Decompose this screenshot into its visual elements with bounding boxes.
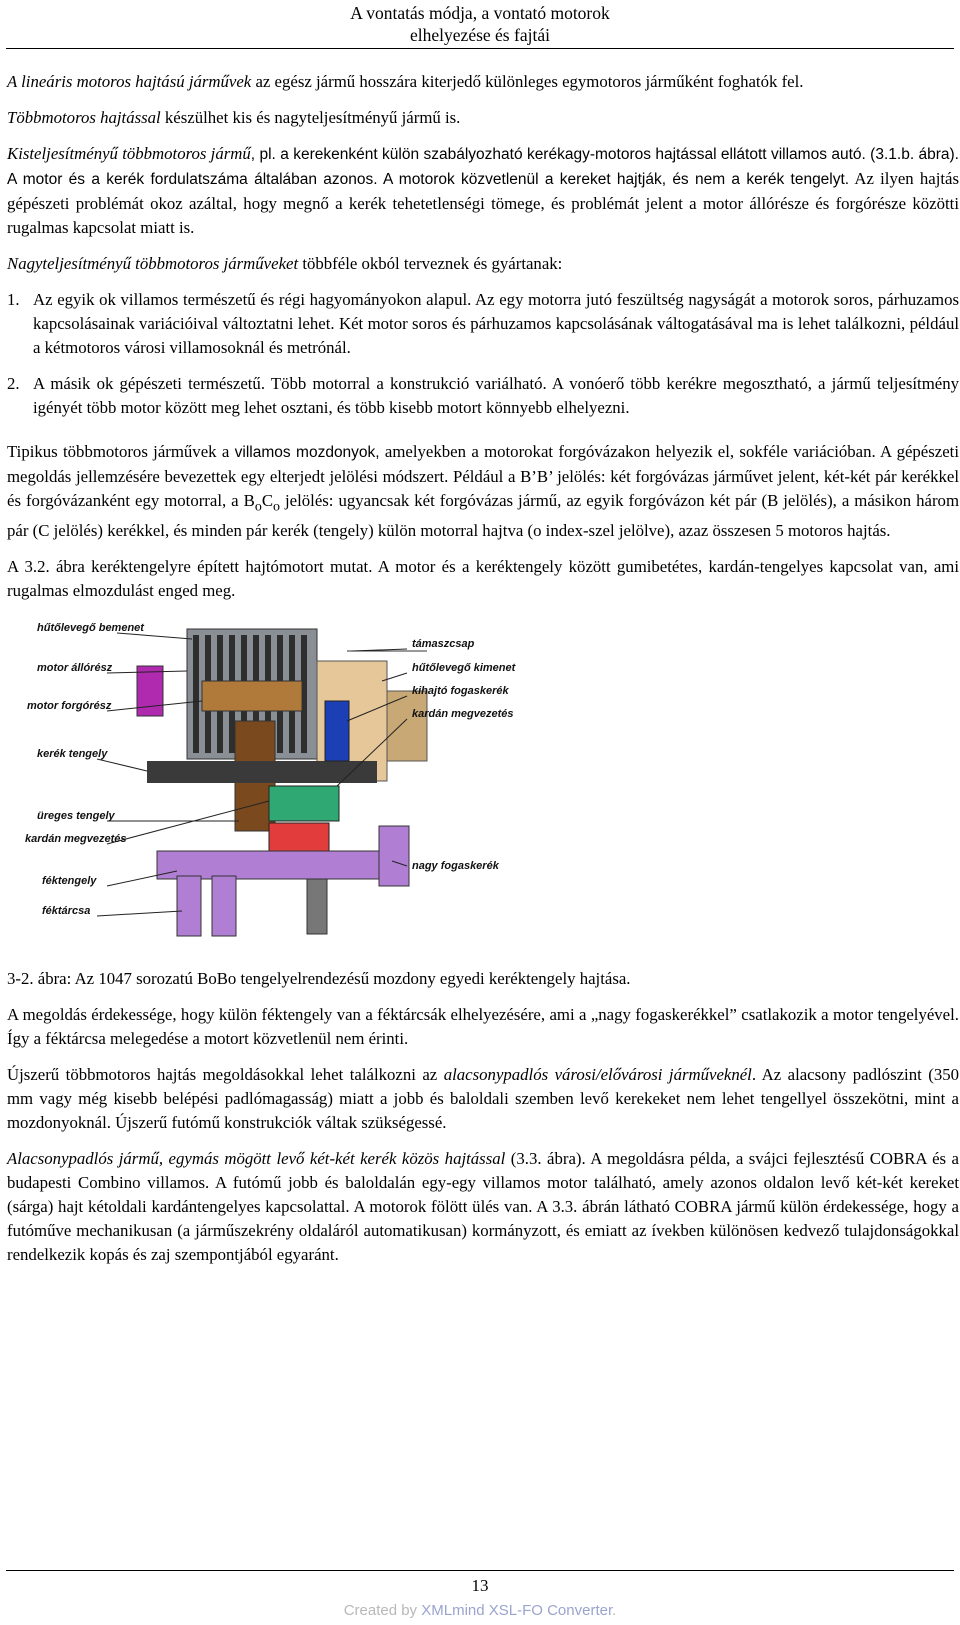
label-fektarcsa: féktárcsa — [42, 905, 91, 918]
list-text: Az egyik ok villamos természetű és régi hagyományokon alapul. Az egy motorra jutó feszültség nagyságát a motorok soros, párhuzamos kapcsolásainak variációival változtatni lehet. Két motor soros és párhuzamos kapcsolásának váltogatásával ma is lehet találkozni, például a kétmotoros városi villamosoknál és metrónál. — [33, 290, 959, 357]
paragraph-small-power: Kisteljesítményű többmotoros jármű, pl. a kerekenként külön szabályozható kerékagy-motoros hajtással ellátott villamos autó. (3.1.b. ábra). A motor és a kerék fordulatszáma általában azonos. A motorok közvetlenül a kereket hajtják, és nem a kerék tengelyt. Az ilyen hajtás gépészeti problémát okoz azáltal, hogy megnő a kerék tehetetlenségi tömege, és problémát jelent a motor állórésze és forgórésze közötti rugalmas kapcsolat miatt is. — [7, 144, 959, 237]
header-line-1: A vontatás módja, a vontató motorok — [350, 3, 610, 23]
red-bearing — [269, 823, 329, 853]
label-kerek-tengely: kerék tengely — [37, 748, 108, 761]
list-text: A másik ok gépészeti természetű. Több motorral a konstrukció variálható. A vonóerő több kerékre megosztható, a jármű teljesítmény igényét több motor között meg lehet osztani, és több kisebb motort könnyebb elhelyezni. — [33, 374, 959, 417]
label-hutolevego-bemenet: hűtőlevegő bemenet — [37, 622, 144, 635]
list-number: 2. — [7, 374, 20, 393]
label-nagy-fogaskerek: nagy fogaskerék — [412, 860, 499, 873]
paragraph-multimotor: Többmotoros hajtással készülhet kis és nagyteljesítményű jármű is. — [7, 108, 461, 127]
big-gear — [379, 826, 409, 886]
brake-disc-left — [177, 876, 201, 936]
figure-caption: 3-2. ábra: Az 1047 sorozatú BoBo tengelyelrendezésű mozdony egyedi keréktengely hajtása. — [7, 969, 631, 989]
brake-shaft — [157, 851, 387, 879]
brake-mount — [307, 879, 327, 934]
label-kihajto-fogaskerek: kihajtó fogaskerék — [412, 685, 509, 698]
wheel-axle — [147, 761, 377, 783]
paragraph-locomotives: Tipikus többmotoros járművek a villamos mozdonyok, amelyekben a motorokat forgóvázakon helyezik el, sokféle variációban. A gépészeti megoldás jellemzésére bevezettek egy elterjedt jelölési módszert. Például a B’B’ jelölés: két forgóvázas járművet jelent, két-két pár kerékkel és forgóvázanként egy motorral, a $B_oC_o$ jelölés: ugyancsak két forgóvázas jármű, az egyik forgóvázon két pár (B jelölés), a másikon három pár (C jelölés) kerékkel, és minden pár kerék (tengely) külön motorral hajtva (o index-szel jelölve), azaz összesen 5 motoros hajtás. — [7, 442, 959, 541]
drive-gear — [325, 701, 349, 761]
label-motor-allore: motor állórész — [37, 662, 113, 675]
paragraph-brake-shaft: A megoldás érdekessége, hogy külön féktengely van a féktárcsák elhelyezésére, ami a „nagy fogaskerékkel” csatlakozik a motor tengelyével. Így a féktárcsa melegedése a motort közvetlenül nem érinti. — [7, 1005, 959, 1049]
label-hutolevego-kimenet: hűtőlevegő kimenet — [412, 662, 516, 675]
generator-brand-link[interactable]: XMLmind XSL-FO Converter — [421, 1602, 613, 1619]
rotor — [202, 681, 302, 711]
label-fektengely: féktengely — [42, 875, 97, 888]
page-number: 13 — [471, 1576, 489, 1595]
running-header — [0, 2, 960, 46]
footer-rule — [6, 1570, 954, 1571]
label-kardan-megvezetes-right: kardán megvezetés — [412, 708, 514, 721]
paragraph-linear-motor: A lineáris motoros hajtású járművek az egész jármű hosszára kiterjedő különleges egymotoros járműként foghatók fel. — [7, 72, 804, 91]
green-coupling — [269, 786, 339, 821]
drive-diagram — [7, 611, 707, 951]
drive-diagram-figure — [7, 611, 707, 951]
paragraph-cobra-combino: Alacsonypadlós jármű, egymás mögött levő két-két kerék közös hajtással (3.3. ábra). A megoldásra példa, a svájci fejlesztésű COBRA és a budapesti Combino villamos. A futómű jobb és baloldalán egy-egy villamos motor található, amely azonos oldalon levő két-két kereket (sárga) hajt kétoldali kardántengelyes kapcsolattal. A motorok fölött ülés van. A 3.3. ábrán látható COBRA jármű külön érdekessége, hogy a futóműve mechanikusan (a járműszekrény oldaláról automatikusan) kormányzott, és emiatt az ívekben különösen kedvező tulajdonságokkal rendelkezik kopás és zaj szempontjából egyaránt. — [7, 1149, 960, 1265]
brake-disc-mid — [212, 876, 236, 936]
label-kardan-megvezetes-left: kardán megvezetés — [25, 833, 127, 846]
generator-credit: Created by XMLmind XSL-FO Converter. — [343, 1602, 617, 1619]
list-item — [7, 288, 959, 360]
list-number: 1. — [7, 290, 20, 309]
paragraph-low-floor: Újszerű többmotoros hajtás megoldásokkal lehet találkozni az alacsonypadlós városi/elővárosi járműveknél. Az alacsony padlószint (350 mm vagy még kisebb belépési padlómagasság) miatt a jobb és baloldali szemben levő kerekeket nem lehet tengellyel összekötni, mint a mozdonyoknál. Újszerű futómű konstrukciók váltak szükségessé. — [7, 1065, 959, 1133]
header-rule — [6, 48, 954, 49]
list-item — [7, 372, 959, 420]
cardan-left — [137, 666, 163, 716]
paragraph-high-power: Nagyteljesítményű többmotoros járműveket többféle okból terveznek és gyártanak: — [7, 254, 563, 273]
label-motor-forgoresz: motor forgórész — [27, 700, 112, 713]
header-line-2: elhelyezése és fajtái — [410, 25, 550, 45]
label-ureges-tengely: üreges tengely — [37, 810, 115, 823]
label-tamaszcsap: támaszcsap — [412, 638, 475, 651]
page-content — [7, 70, 959, 1279]
paragraph-figure-intro: A 3.2. ábra keréktengelyre épített hajtómotort mutat. A motor és a keréktengely között gumibetétes, kardán-tengelyes kapcsolat van, ami rugalmas elmozdulást enged meg. — [7, 557, 959, 601]
